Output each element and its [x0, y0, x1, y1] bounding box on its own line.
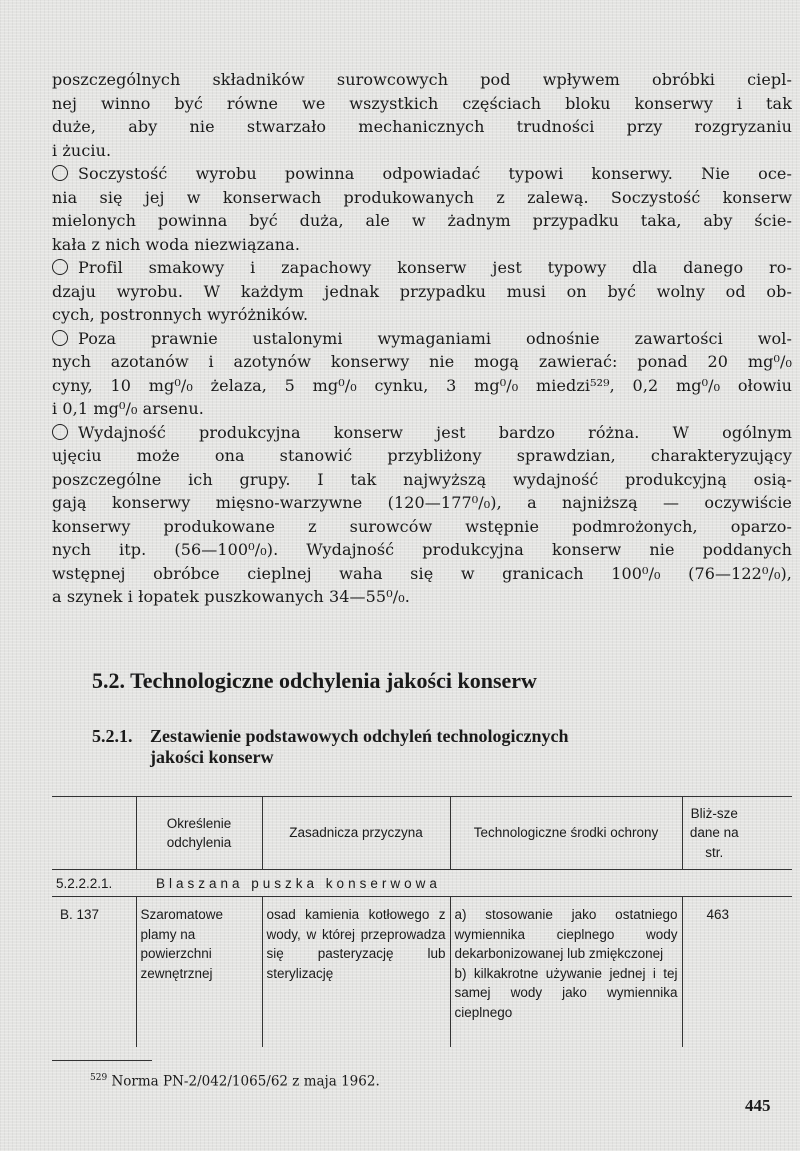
- text-line: [52, 374, 792, 398]
- text-line-content: nej winno być równe we wszystkich częściach bloku konserwy i tak: [52, 93, 792, 113]
- footnote: [90, 1073, 380, 1090]
- text-line-content: Soczystość wyrobu powinna odpowiadać typowi konserwy. Nie oce-: [78, 164, 792, 183]
- body-text: [52, 68, 792, 609]
- text-line: [52, 139, 792, 163]
- text-line: [52, 515, 792, 539]
- subsection-number: 5.2.1.: [92, 726, 133, 746]
- circle-bullet-icon: [52, 330, 68, 346]
- text-line: [52, 68, 792, 92]
- text-line-content: poszczególnych składników surowcowych pod wpływem obróbki ciepl-: [52, 70, 792, 89]
- row-cause: osad kamienia kotłowego z wody, w której przeprowadza się pasteryzację lub sterylizację: [262, 897, 450, 1048]
- header-code: [52, 797, 136, 870]
- text-line: [52, 538, 792, 562]
- text-line-content: i żuciu.: [52, 140, 112, 160]
- text-line: [52, 421, 792, 445]
- text-line: [52, 162, 792, 186]
- circle-bullet-icon: [52, 165, 68, 181]
- text-line-content: cyny, 10 mg⁰/₀ żelaza, 5 mg⁰/₀ cynku, 3 mg⁰/₀ miedzi⁵²⁹, 0,2 mg⁰/₀ ołowiu: [52, 375, 792, 395]
- text-line: [52, 209, 792, 233]
- table-section-row: [52, 870, 792, 897]
- section-title: Blaszana puszka konserwowa: [136, 870, 792, 897]
- header-remedy: Technologiczne środki ochrony: [450, 797, 682, 870]
- text-line: [52, 186, 792, 210]
- text-line-content: Poza prawnie ustalonymi wymaganiami odnośnie zawartości wol-: [78, 328, 792, 348]
- row-remedy: [450, 897, 682, 1048]
- row-deviation: Szaromatowe plamy na powierzchni zewnętrznej: [136, 897, 262, 1048]
- text-line: [52, 468, 792, 492]
- text-line-content: Profil smakowy i zapachowy konserw jest typowy dla danego ro-: [78, 258, 792, 277]
- text-line-content: nia się jej w konserwach produkowanych z zalewą. Soczystość konserw: [52, 187, 792, 207]
- section-number: 5.2.2.2.1.: [52, 870, 136, 897]
- text-line-content: Wydajność produkcyjna konserw jest bardzo różna. W ogólnym: [78, 422, 792, 442]
- header-page: Bliż-sze dane na str.: [682, 797, 792, 870]
- text-line-content: ujęciu może ona stanowić przybliżony sprawdzian, charakteryzujący: [52, 446, 792, 465]
- text-line-content: nych azotanów i azotynów konserwy nie mogą zawierać: ponad 20 mg⁰/₀: [52, 352, 792, 371]
- remedy-b: b) kilkakrotne używanie jednej i tej samej wody jako wymiennika cieplnego: [454, 965, 678, 1020]
- circle-bullet-icon: [52, 424, 68, 440]
- text-line: [52, 115, 792, 139]
- section-heading: 5.2. Technologiczne odchylenia jakości konserw: [92, 668, 537, 693]
- text-line: [52, 233, 792, 257]
- deviation-table: [52, 796, 792, 1047]
- header-deviation: Określenie odchylenia: [136, 797, 262, 870]
- footnote-text: Norma PN-2/042/1065/62 z maja 1962.: [111, 1073, 380, 1090]
- text-line: [52, 562, 792, 586]
- header-cause: Zasadnicza przyczyna: [262, 797, 450, 870]
- row-code: B. 137: [60, 907, 100, 922]
- subsection-heading: [92, 726, 569, 768]
- text-line-content: cych, postronnych wyróżników.: [52, 305, 309, 324]
- text-line-content: poszczególne ich grupy. I tak najwyższą wydajność produkcyjną osią-: [52, 469, 792, 489]
- text-line-content: mielonych powinna być duża, ale w żadnym przypadku taka, aby ście-: [52, 211, 792, 230]
- footnote-divider: [52, 1060, 152, 1061]
- text-line-content: duże, aby nie stwarzało mechanicznych trudności przy rozgryzaniu: [52, 117, 792, 136]
- footnote-mark: 529: [90, 1073, 108, 1083]
- text-line-content: konserwy produkowane z surowców wstępnie podmrożonych, oparzo-: [52, 516, 792, 536]
- text-line-content: a szynek i łopatek puszkowanych 34—55⁰/₀.: [52, 587, 410, 606]
- subsection-title-line2: jakości konserw: [150, 747, 274, 767]
- table-row: [52, 897, 792, 1048]
- text-line: [52, 444, 792, 468]
- text-line: [52, 327, 792, 351]
- text-line-content: i 0,1 mg⁰/₀ arsenu.: [52, 399, 204, 418]
- text-line-content: nych itp. (56—100⁰/₀). Wydajność produkcyjna konserw nie poddanych: [52, 540, 792, 559]
- text-line-content: gają konserwy mięsno-warzywne (120—177⁰/₀), a najniższą — oczywiście: [52, 493, 792, 512]
- text-line-content: dzaju wyrobu. W każdym jednak przypadku musi on być wolny od ob-: [52, 281, 792, 301]
- text-line-content: kała z nich woda niezwiązana.: [52, 234, 301, 254]
- text-line: [52, 397, 792, 421]
- text-line: [52, 585, 792, 609]
- text-line: [52, 256, 792, 280]
- text-line: [52, 491, 792, 515]
- circle-bullet-icon: [52, 259, 68, 275]
- page-number: 445: [745, 1096, 771, 1115]
- table-header-row: [52, 797, 792, 870]
- text-line: [52, 280, 792, 304]
- text-line: [52, 303, 792, 327]
- row-page: 463: [682, 897, 792, 1048]
- remedy-a: a) stosowanie jako ostatniego wymiennika cieplnego wody dekarbonizowanej lub zmiękczonej: [454, 907, 678, 961]
- subsection-title-line1: Zestawienie podstawowych odchyleń technologicznych: [150, 726, 569, 746]
- text-line: [52, 350, 792, 374]
- text-line: [52, 92, 792, 116]
- text-line-content: wstępnej obróbce cieplnej waha się w granicach 100⁰/₀ (76—122⁰/₀),: [52, 563, 792, 583]
